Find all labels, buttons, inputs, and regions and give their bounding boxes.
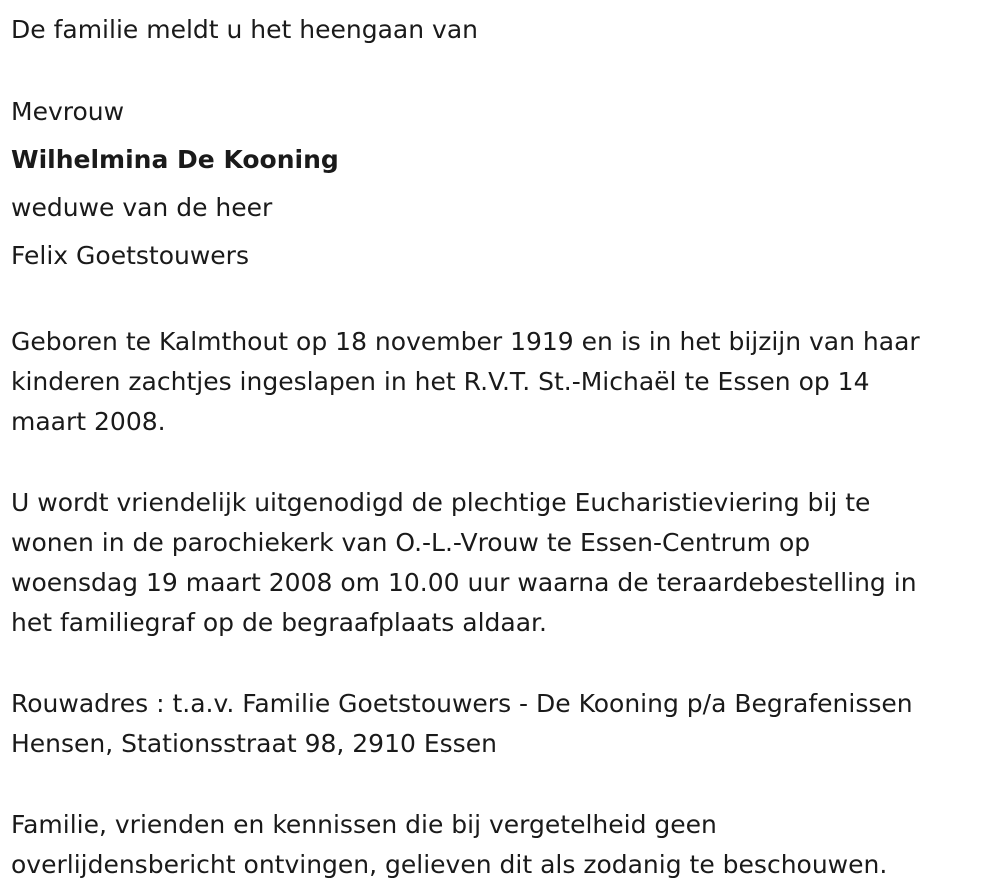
birth-line: Geboren te Kalmthout op 18 november 1919 en is in het bijzijn van haar	[11, 327, 920, 356]
address-line: Rouwadres : t.a.v. Familie Goetstouwers - De Kooning p/a Begrafenissen	[11, 689, 913, 718]
invitation-paragraph	[11, 483, 1000, 643]
birth-line: maart 2008.	[11, 407, 166, 436]
invitation-line: het familiegraf op de begraafplaats aldaar.	[11, 608, 547, 637]
closing-paragraph	[11, 805, 1000, 885]
address-paragraph	[11, 684, 1000, 764]
honorific: Mevrouw	[11, 97, 125, 126]
birth-line: kinderen zachtjes ingeslapen in het R.V.T. St.-Michaël te Essen op 14	[11, 367, 870, 396]
intro-text: De familie meldt u het heengaan van	[11, 15, 478, 44]
birth-paragraph	[11, 322, 1000, 442]
closing-line: overlijdensbericht ontvingen, gelieven dit als zodanig te beschouwen.	[11, 850, 888, 879]
invitation-line: U wordt vriendelijk uitgenodigd de plechtige Eucharistieviering bij te	[11, 488, 871, 517]
deceased-name: Wilhelmina De Kooning	[11, 145, 339, 174]
closing-line: Familie, vrienden en kennissen die bij vergetelheid geen	[11, 810, 717, 839]
invitation-line: woensdag 19 maart 2008 om 10.00 uur waarna de teraardebestelling in	[11, 568, 917, 597]
spacer	[11, 643, 1000, 684]
address-line: Hensen, Stationsstraat 98, 2910 Essen	[11, 729, 497, 758]
spacer	[11, 442, 1000, 483]
relation-text: weduwe van de heer	[11, 193, 273, 222]
spacer	[11, 764, 1000, 805]
spacer	[11, 54, 1000, 88]
spacer	[11, 280, 1000, 322]
invitation-line: wonen in de parochiekerk van O.-L.-Vrouw te Essen-Centrum op	[11, 528, 811, 557]
spouse-name: Felix Goetstouwers	[11, 241, 249, 270]
